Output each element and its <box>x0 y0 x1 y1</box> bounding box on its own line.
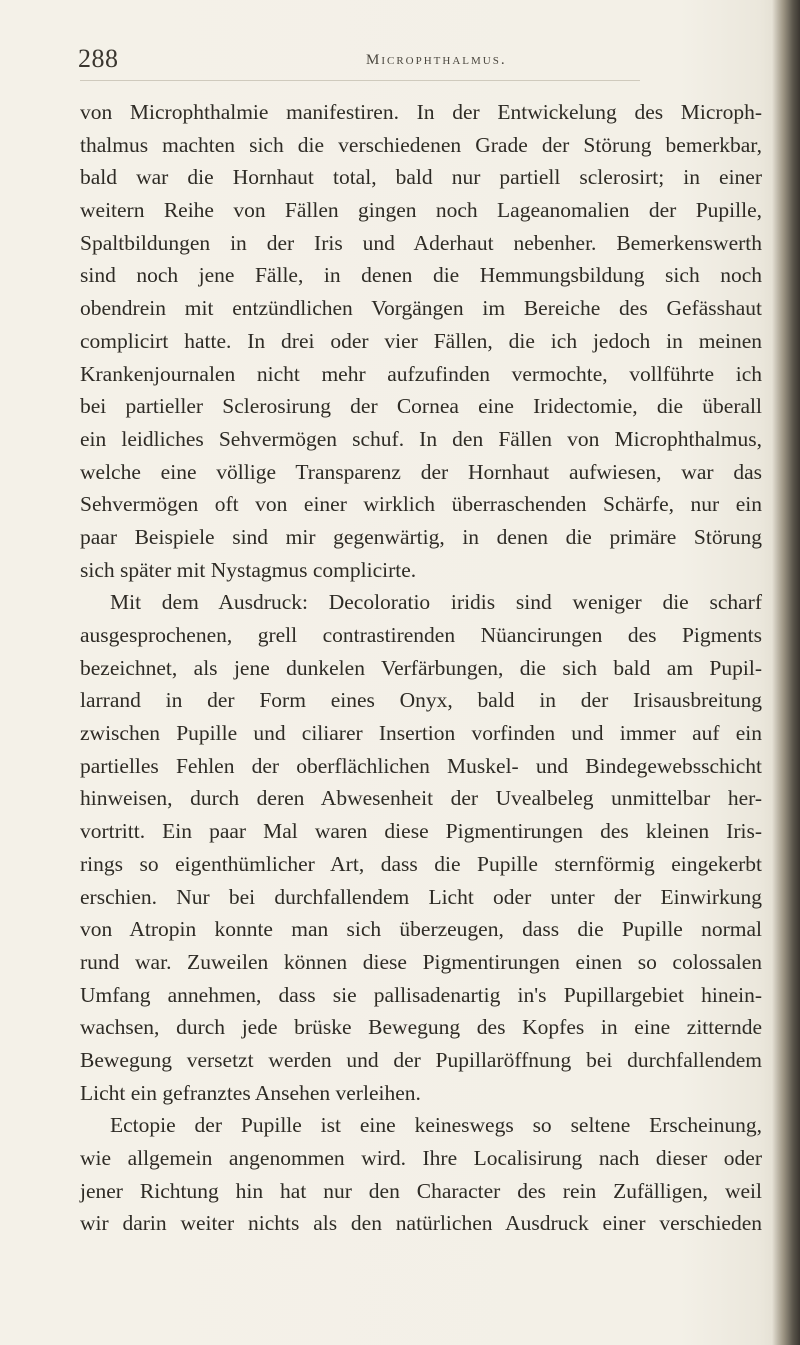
header-rule <box>80 80 640 81</box>
text-line: Krankenjournalen nicht mehr aufzufinden vermochte, vollführte ich <box>80 361 762 386</box>
paragraph-end-line: Licht ein gefranztes Ansehen verleihen. <box>80 1080 421 1105</box>
paragraph-start-line: Mit dem Ausdruck: Decoloratio iridis sind weniger die scharf <box>110 590 762 615</box>
text-line: jener Richtung hin hat nur den Character des rein Zufälligen, weil <box>80 1178 762 1203</box>
text-line: wir darin weiter nichts als den natürlichen Ausdruck einer verschieden <box>80 1211 762 1236</box>
text-line: hinweisen, durch deren Abwesenheit der Uvealbeleg unmittelbar her- <box>80 786 762 811</box>
text-line: ein leidliches Sehvermögen schuf. In den Fällen von Microphthalmus, <box>80 426 762 451</box>
text-line: von Atropin konnte man sich überzeugen, dass die Pupille normal <box>80 917 762 942</box>
text-line: obendrein mit entzündlichen Vorgängen im Bereiche des Gefässhaut <box>80 296 762 321</box>
page-number: 288 <box>78 44 119 73</box>
paragraph-start-line: Ectopie der Pupille ist eine keineswegs so seltene Erscheinung, <box>110 1113 762 1138</box>
paragraph-end-line: sich später mit Nystagmus complicirte. <box>80 557 417 582</box>
text-line: rund war. Zuweilen können diese Pigmentirungen einen so colossalen <box>80 949 762 974</box>
text-line: complicirt hatte. In drei oder vier Fällen, die ich jedoch in meinen <box>80 328 762 353</box>
text-line: welche eine völlige Transparenz der Hornhaut aufwiesen, war das <box>80 459 762 484</box>
text-line: sind noch jene Fälle, in denen die Hemmungsbildung sich noch <box>80 263 762 288</box>
text-line: zwischen Pupille und ciliarer Insertion vorfinden und immer auf ein <box>80 721 762 746</box>
text-line: Umfang annehmen, dass sie pallisadenartig in's Pupillargebiet hinein- <box>80 982 762 1007</box>
body-text <box>80 96 762 1240</box>
text-line: wie allgemein angenommen wird. Ihre Localisirung nach dieser oder <box>80 1146 762 1170</box>
text-line: vortritt. Ein paar Mal waren diese Pigmentirungen des kleinen Iris- <box>80 819 762 844</box>
text-line: larrand in der Form eines Onyx, bald in der Irisausbreitung <box>80 688 762 713</box>
text-line: Bewegung versetzt werden und der Pupillaröffnung bei durchfallendem <box>80 1047 762 1072</box>
text-line: weitern Reihe von Fällen gingen noch Lageanomalien der Pupille, <box>80 198 762 223</box>
running-head: Microphthalmus. <box>366 52 507 68</box>
page-binding-edge <box>772 0 800 1345</box>
text-line: ausgesprochenen, grell contrastirenden Nüancirungen des Pigments <box>80 623 762 647</box>
text-line: bei partieller Sclerosirung der Cornea eine Iridectomie, die überall <box>80 394 762 419</box>
text-line: thalmus machten sich die verschiedenen Grade der Störung bemerkbar, <box>80 132 762 157</box>
text-line: bezeichnet, als jene dunkelen Verfärbungen, die sich bald am Pupil- <box>80 655 762 680</box>
text-line: Spaltbildungen in der Iris und Aderhaut nebenher. Bemerkenswerth <box>80 230 762 255</box>
text-line: von Microphthalmie manifestiren. In der Entwickelung des Microph- <box>80 100 762 124</box>
text-line: erschien. Nur bei durchfallendem Licht oder unter der Einwirkung <box>80 884 762 909</box>
text-line: wachsen, durch jede brüske Bewegung des Kopfes in eine zitternde <box>80 1015 762 1040</box>
text-line: bald war die Hornhaut total, bald nur partiell sclerosirt; in einer <box>80 165 762 190</box>
text-line: paar Beispiele sind mir gegenwärtig, in denen die primäre Störung <box>80 524 762 549</box>
text-line: partielles Fehlen der oberflächlichen Muskel- und Bindegewebsschicht <box>80 753 762 778</box>
page-header <box>78 44 758 74</box>
text-line: rings so eigenthümlicher Art, dass die Pupille sternförmig eingekerbt <box>80 851 762 876</box>
text-line: Sehvermögen oft von einer wirklich überraschenden Schärfe, nur ein <box>80 492 762 517</box>
